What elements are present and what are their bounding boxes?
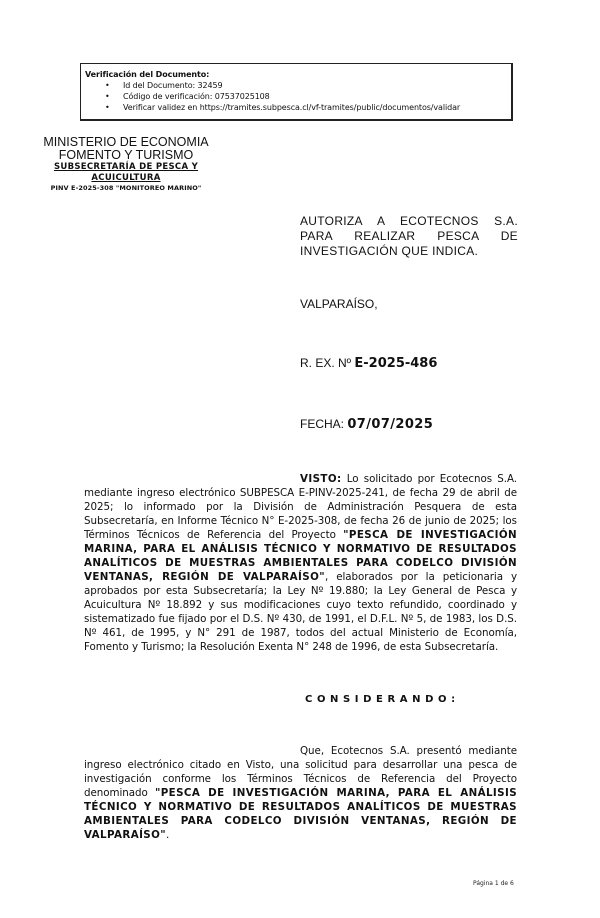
- resolution-date: [300, 417, 433, 432]
- subsecretaria-name: SUBSECRETARÍA DE PESCA Y ACUICULTURA: [53, 162, 199, 183]
- ministry-name-line2: FOMENTO Y TURISMO: [58, 148, 194, 162]
- considerando-heading: CONSIDERANDO:: [305, 694, 460, 705]
- bullet-icon: •: [105, 103, 110, 112]
- project-title: "PESCA DE INVESTIGACIÓN MARINA, PARA EL ANÁLISIS TÉCNICO Y NORMATIVO DE RESULTADOS ANALÍTICOS DE MUESTRAS AMBIENTALES PARA CODELCO DIVISIÓN VENTANAS, REGIÓN DE VALPARAÍSO": [84, 787, 518, 841]
- verification-title: Verificación del Documento:: [85, 70, 210, 79]
- bullet-icon: •: [105, 92, 110, 101]
- verification-item-code: • Código de verificación: 07537025108: [105, 92, 270, 101]
- bullet-icon: •: [105, 81, 110, 90]
- project-reference: PINV E-2025-308 "MONITOREO MARINO": [50, 184, 202, 192]
- page-number: Página 1 de 6: [473, 880, 514, 887]
- verification-box: [80, 63, 513, 121]
- verification-list: [105, 80, 507, 113]
- resolution-subject: AUTORIZA A ECOTECNOS S.A. PARA REALIZAR PESCA DE INVESTIGACIÓN QUE INDICA.: [300, 214, 518, 258]
- date-label: FECHA:: [300, 417, 348, 431]
- resolution-number: [300, 356, 437, 371]
- city-line: VALPARAÍSO,: [300, 297, 378, 311]
- verification-link[interactable]: Verificar validez en https://tramites.subpesca.cl/vf-tramites/public/documentos/validar: [123, 103, 461, 112]
- resolution-number-value: E-2025-486: [354, 356, 438, 371]
- ministry-name-line1: MINISTERIO DE ECONOMIA: [43, 135, 209, 149]
- visto-label: VISTO:: [300, 473, 342, 485]
- verification-item-id: • Id del Documento: 32459: [105, 81, 223, 90]
- project-title: "PESCA DE INVESTIGACIÓN MARINA, PARA EL ANÁLISIS TÉCNICO Y NORMATIVO DE RESULTADOS ANALÍTICOS DE MUESTRAS AMBIENTALES PARA CODELCO DIVISIÓN VENTANAS, REGIÓN DE VALPARAÍSO": [84, 529, 517, 583]
- verification-item-url[interactable]: [105, 102, 507, 113]
- visto-paragraph: VISTO: Lo solicitado por Ecotecnos S.A. mediante ingreso electrónico SUBPESCA E-PINV-2025-241, de fecha 29 de abril de 2025; lo informado por la División de Administración Pesquera de esta Subsecretaría, en Informe Técnico N° E-2025-308, de fecha 26 de junio de 2025; los Términos Técnicos de Referencia del Proyecto "PESCA DE INVESTIGACIÓN MARINA, PARA EL ANÁLISIS TÉCNICO Y NORMATIVO DE RESULTADOS ANALÍTICOS DE MUESTRAS AMBIENTALES PARA CODELCO DIVISIÓN VENTANAS, REGIÓN DE VALPARAÍSO", elaborados por la peticionaria y aprobados por esta Subsecretaría; la Ley Nº 19.880; la Ley General de Pesca y Acuicultura Nº 18.892 y sus modificaciones cuyo texto refundido, coordinado y sistematizado fue fijado por el D.S. Nº 430, de 1991, el D.F.L. Nº 5, de 1983, los D.S. Nº 461, de 1995, y N° 291 de 1987, todos del actual Ministerio de Economía, Fomento y Turismo; la Resolución Exenta N° 248 de 1996, de esta Subsecretaría.: [84, 473, 517, 653]
- resolution-number-label: R. EX. Nº: [300, 356, 355, 370]
- considerando-paragraph: Que, Ecotecnos S.A. presentó mediante ingreso electrónico citado en Visto, una solicitud para desarrollar una pesca de investigación conforme los Términos Técnicos de Referencia del Proyecto denominado "PESCA DE INVESTIGACIÓN MARINA, PARA EL ANÁLISIS TÉCNICO Y NORMATIVO DE RESULTADOS ANALÍTICOS DE MUESTRAS AMBIENTALES PARA CODELCO DIVISIÓN VENTANAS, REGIÓN DE VALPARAÍSO".: [84, 745, 518, 841]
- date-value: 07/07/2025: [347, 417, 434, 432]
- ministry-header: [36, 136, 216, 193]
